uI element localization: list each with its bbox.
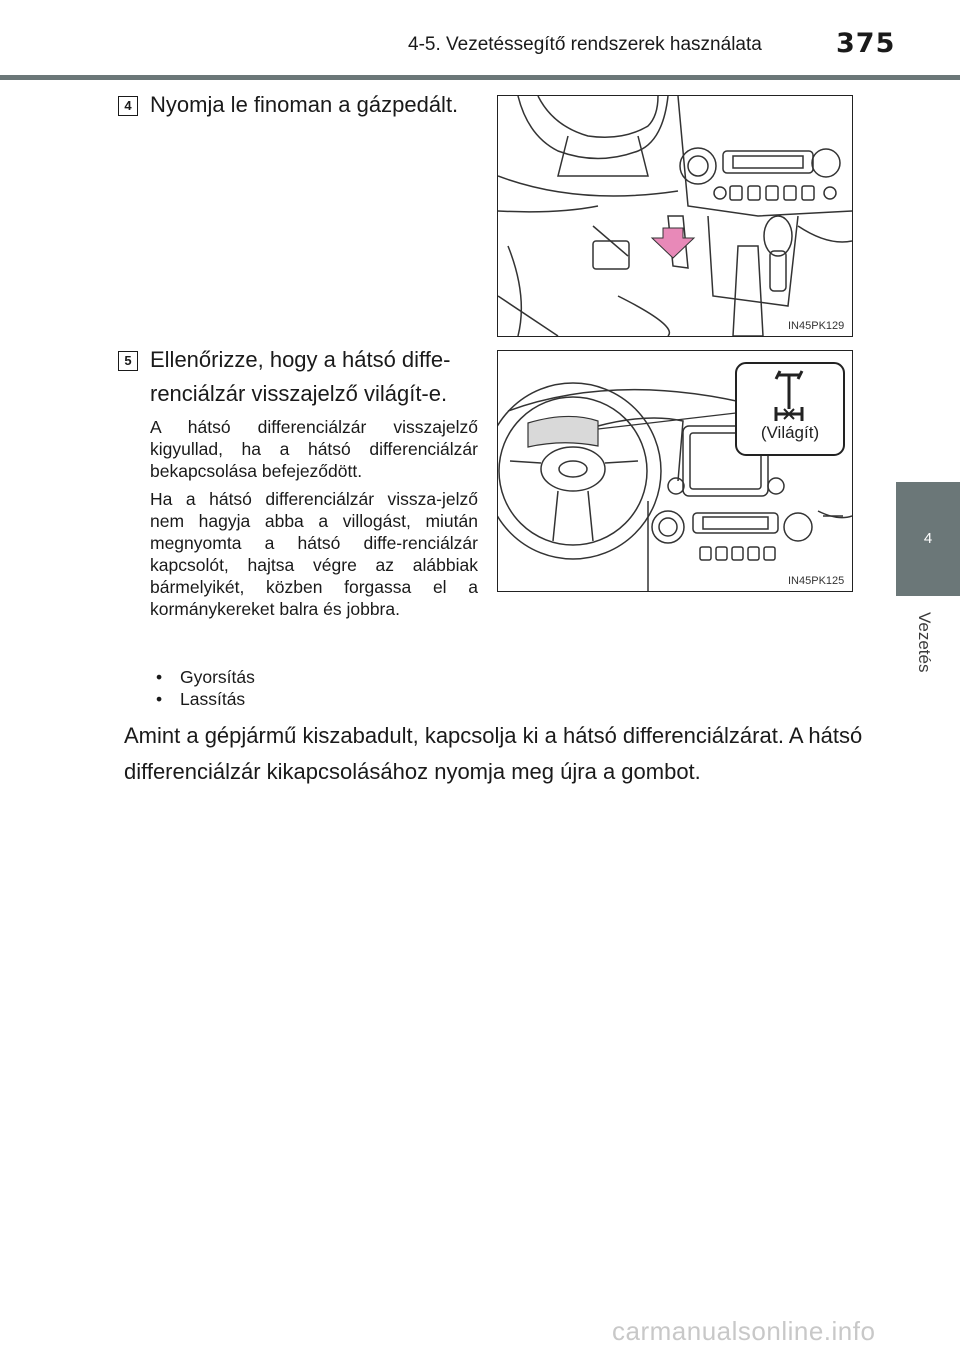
figure-gas-pedal [497, 95, 853, 337]
paragraph-indicator-flashing: Ha a hátsó differenciálzár vissza-jelző nem hagyja abba a villogást, miután megnyomta a hátsó diffe-renciálzár kapcsolót, hajtsa végre az alábbiak bármelyikét, közben forgassa el a kormánykereket balra és jobbra. [150, 489, 478, 619]
paragraph-indicator-on: A hátsó differenciálzár visszajelző kigyullad, ha a hátsó differenciálzár bekapcsolása befejeződött. [150, 417, 478, 481]
step-5-text-line1: Ellenőrizze, hogy a hátsó diffe- [150, 347, 451, 372]
closing-paragraph: Amint a gépjármű kiszabadult, kapcsolja ki a hátsó differenciálzárat. A hátsó differenciálzár kikapcsolásához nyomja meg újra a gombot. [124, 723, 863, 784]
dashboard-illustration [498, 351, 852, 591]
figure-dashboard-indicator [497, 350, 853, 592]
step-5-text-line2: renciálzár visszajelző világít-e. [150, 381, 448, 406]
chapter-name: Vezetés [915, 612, 934, 673]
indicator-callout-label: (Világít) [760, 423, 820, 442]
figure-code: IN45PK129 [788, 320, 845, 332]
chapter-tab: 4 [896, 482, 960, 596]
list-item: • Gyorsítás [156, 667, 255, 687]
gas-pedal-illustration [498, 96, 852, 336]
step-number-5: 5 [118, 351, 138, 371]
bullet-list [156, 666, 255, 710]
header-rule [0, 75, 960, 80]
list-item: • Lassítás [156, 689, 246, 709]
watermark: carmanualsonline.info [612, 1316, 876, 1346]
page-number: 375 [836, 28, 896, 59]
section-title: 4-5. Vezetéssegítő rendszerek használata [408, 34, 762, 55]
figure-code: IN45PK125 [788, 575, 845, 587]
step-number-4: 4 [118, 96, 138, 116]
step-4-text: Nyomja le finoman a gázpedált. [150, 92, 459, 117]
